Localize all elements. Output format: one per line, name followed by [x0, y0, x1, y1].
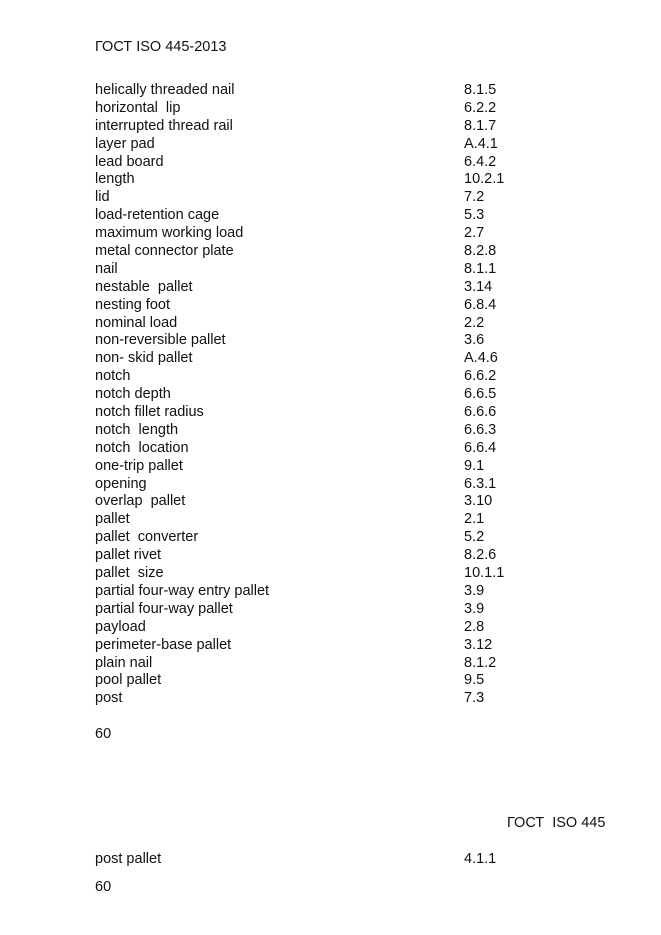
- index-entry: [95, 136, 555, 154]
- page-header: ГОСТ ISO 445-2013: [95, 39, 227, 55]
- entry-term: pallet size: [95, 565, 164, 582]
- entry-ref: 8.1.2: [464, 654, 497, 671]
- entry-term: pallet converter: [95, 529, 199, 546]
- entry-ref: 10.2.1: [464, 171, 505, 188]
- entry-ref: 5.3: [464, 207, 485, 224]
- entry-ref: 2.7: [464, 225, 485, 242]
- index-entry: [95, 655, 555, 673]
- entry-ref: 8.1.7: [464, 117, 497, 134]
- second-page-header: ГОСТ ISO 445: [507, 815, 606, 831]
- entry-ref: 8.1.5: [464, 82, 497, 98]
- entry-term: load-retention cage: [95, 207, 220, 224]
- entry-ref: 6.6.4: [464, 439, 497, 456]
- index-entry: [95, 851, 555, 869]
- entry-ref: 7.3: [464, 690, 485, 707]
- index-entry: [95, 511, 555, 529]
- entry-ref: A.4.1: [464, 135, 498, 152]
- entry-ref: 2.1: [464, 511, 485, 528]
- entry-term: layer pad: [95, 135, 155, 152]
- entry-ref: 3.6: [464, 332, 485, 349]
- entry-term: horizontal lip: [95, 99, 181, 116]
- index-entry: [95, 404, 555, 422]
- entry-ref: 4.1.1: [464, 851, 497, 867]
- entry-ref: 3.10: [464, 493, 493, 510]
- entry-term: post pallet: [95, 851, 162, 867]
- entry-term: pallet rivet: [95, 547, 162, 564]
- entry-ref: 6.6.3: [464, 421, 497, 438]
- entry-ref: 2.8: [464, 618, 485, 635]
- index-entry: [95, 118, 555, 136]
- entry-term: non-reversible pallet: [95, 332, 226, 349]
- entry-ref: 3.9: [464, 600, 485, 617]
- entry-term: payload: [95, 618, 146, 635]
- entry-ref: 9.5: [464, 672, 485, 689]
- entry-term: nail: [95, 260, 118, 277]
- index-entry: [95, 601, 555, 619]
- entry-ref: 9.1: [464, 457, 485, 474]
- entry-term: opening: [95, 475, 147, 492]
- entry-term: notch location: [95, 439, 189, 456]
- entry-ref: 2.2: [464, 314, 485, 331]
- entry-ref: 5.2: [464, 529, 485, 546]
- entry-term: plain nail: [95, 654, 153, 671]
- index-entry: [95, 332, 555, 350]
- index-entry: [95, 386, 555, 404]
- entry-term: helically threaded nail: [95, 82, 235, 98]
- entry-term: overlap pallet: [95, 493, 186, 510]
- entry-term: nesting foot: [95, 296, 170, 313]
- entry-term: partial four-way entry pallet: [95, 582, 270, 599]
- entry-ref: 3.14: [464, 278, 493, 295]
- index-entry: [95, 368, 555, 386]
- index-entry: [95, 565, 555, 583]
- entry-ref: 6.6.2: [464, 368, 497, 385]
- entry-ref: 8.1.1: [464, 260, 497, 277]
- entry-term: notch length: [95, 421, 179, 438]
- index-entry: [95, 171, 555, 189]
- index-entry: [95, 279, 555, 297]
- index-entry: [95, 476, 555, 494]
- entry-ref: 6.8.4: [464, 296, 497, 313]
- entry-term: nestable pallet: [95, 278, 193, 295]
- entry-term: lid: [95, 189, 110, 206]
- entry-term: notch fillet radius: [95, 404, 204, 421]
- entry-ref: 10.1.1: [464, 565, 505, 582]
- index-entry: [95, 243, 555, 261]
- index-entry: [95, 350, 555, 368]
- entry-ref: A.4.6: [464, 350, 498, 367]
- entry-term: lead board: [95, 153, 164, 170]
- entry-term: notch depth: [95, 386, 171, 403]
- entry-ref: 3.9: [464, 582, 485, 599]
- entry-term: post: [95, 690, 123, 707]
- entry-term: maximum working load: [95, 225, 244, 242]
- index-entry: [95, 619, 555, 637]
- index-entry: [95, 207, 555, 225]
- index-entry: [95, 154, 555, 172]
- entry-ref: 8.2.6: [464, 547, 497, 564]
- second-page-number: 60: [95, 879, 112, 895]
- index-entry: [95, 100, 555, 118]
- index-entry: [95, 297, 555, 315]
- entry-term: pallet: [95, 511, 130, 528]
- entry-ref: 6.6.6: [464, 404, 497, 421]
- entry-ref: 6.4.2: [464, 153, 497, 170]
- page-number: 60: [95, 726, 112, 742]
- entry-term: perimeter-base pallet: [95, 636, 232, 653]
- index-entry: [95, 189, 555, 207]
- entry-ref: 6.2.2: [464, 99, 497, 116]
- index-entry: [95, 82, 555, 100]
- entry-ref: 3.12: [464, 636, 493, 653]
- index-entry: [95, 440, 555, 458]
- index-entry: [95, 261, 555, 279]
- entry-term: metal connector plate: [95, 243, 234, 260]
- entry-term: partial four-way pallet: [95, 600, 233, 617]
- entry-ref: 7.2: [464, 189, 485, 206]
- entry-ref: 8.2.8: [464, 243, 497, 260]
- index-entry: [95, 690, 555, 708]
- entry-term: pool pallet: [95, 672, 162, 689]
- index-entry: [95, 529, 555, 547]
- index-entry: [95, 583, 555, 601]
- entry-term: notch: [95, 368, 131, 385]
- index-entry: [95, 458, 555, 476]
- index-entry: [95, 315, 555, 333]
- index-entry: [95, 547, 555, 565]
- index-entry: [95, 672, 555, 690]
- entry-ref: 6.3.1: [464, 475, 497, 492]
- entry-term: one-trip pallet: [95, 457, 183, 474]
- index-list: [95, 82, 555, 708]
- entry-term: interrupted thread rail: [95, 117, 233, 134]
- entry-ref: 6.6.5: [464, 386, 497, 403]
- index-entry: [95, 225, 555, 243]
- entry-term: nominal load: [95, 314, 178, 331]
- entry-term: non- skid pallet: [95, 350, 193, 367]
- entry-term: length: [95, 171, 135, 188]
- index-entry: [95, 637, 555, 655]
- index-entry: [95, 493, 555, 511]
- index-entry: [95, 422, 555, 440]
